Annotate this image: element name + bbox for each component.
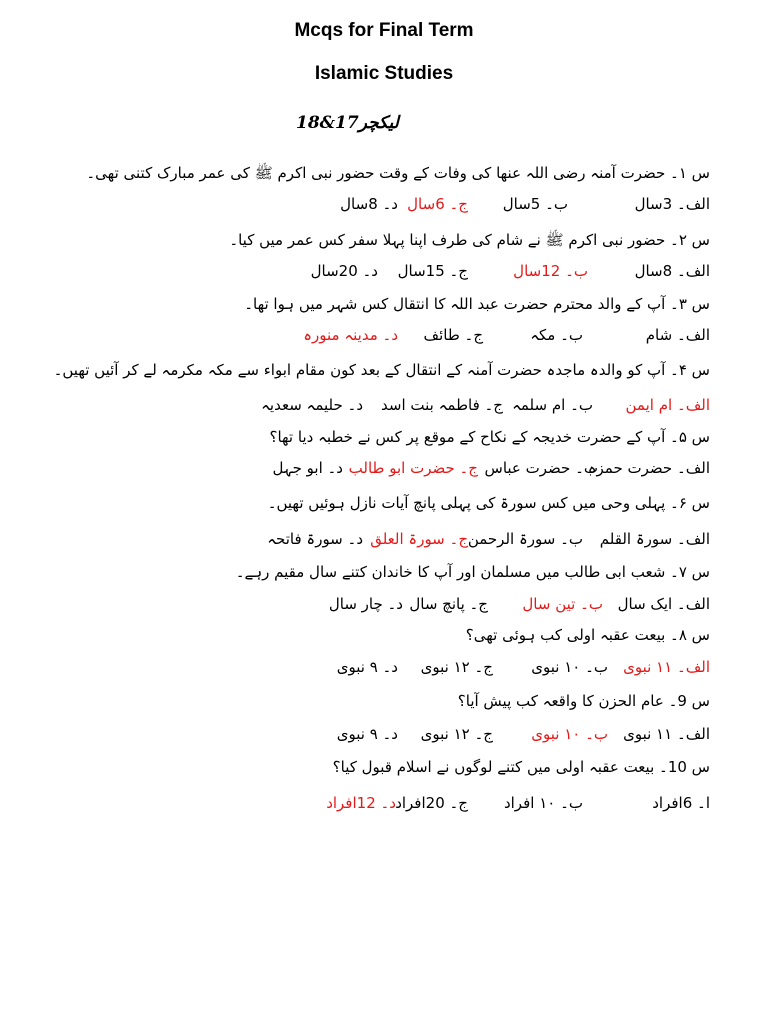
question-6: س ۶۔ پہلی وحی میں کس سورۃ کی پہلی پانچ آیات نازل ہوئیں تھیں۔ [267, 494, 710, 512]
q10-option-b: ب۔ ۱۰ افراد [503, 794, 583, 812]
question-2: س ۲۔ حضور نبی اکرم ﷺ نے شام کی طرف اپنا پہلا سفر کس عمر میں کیا۔ [229, 231, 710, 249]
q1-option-c: ج۔ 6سال [407, 195, 468, 213]
q6-option-d: د۔ سورۃ فاتحہ [267, 530, 363, 548]
document-subtitle: Islamic Studies [314, 63, 454, 84]
q3-option-d: د۔ مدینہ منورہ [303, 326, 398, 344]
q7-option-b: ب۔ تین سال [522, 595, 603, 613]
q1-option-a: الف۔ 3سال [634, 195, 710, 213]
question-7: س ۷۔ شعب ابی طالب میں مسلمان اور آپ کا خاندان کتنے سال مقیم رہے۔ [235, 563, 710, 581]
q8-option-d: د۔ ۹ نبوی [336, 658, 398, 676]
question-5: س ۵۔ آپ کے حضرت خدیجہ کے نکاح کے موقع پر کس نے خطبہ دیا تھا؟ [269, 428, 710, 446]
q5-option-c: ج۔ حضرت ابو طالب [348, 459, 478, 477]
q4-option-c: ج۔ فاطمہ بنت اسد [381, 396, 503, 414]
q7-option-c: ج۔ پانچ سال [409, 595, 488, 613]
q7-option-d: د۔ چار سال [328, 595, 403, 613]
q5-option-a: الف۔ حضرت حمزہ [587, 459, 710, 477]
q10-option-d: د۔ 12افراد [326, 794, 396, 812]
lecture-label: لیکچر17&18 [296, 113, 399, 133]
q4-option-d: د۔ حلیمہ سعدیہ [261, 396, 363, 414]
q9-option-a: الف۔ ۱۱ نبوی [623, 725, 710, 743]
q3-option-a: الف۔ شام [645, 326, 710, 344]
q7-option-a: الف۔ ایک سال [617, 595, 710, 613]
q2-option-d: د۔ 20سال [310, 262, 378, 280]
q4-option-b: ب۔ ام سلمہ [512, 396, 593, 414]
q5-option-d: د۔ ابو جہل [272, 459, 343, 477]
q6-option-b: ب۔ سورۃ الرحمن [467, 530, 583, 548]
q1-option-b: ب۔ 5سال [502, 195, 568, 213]
question-8: س ۸۔ بیعت عقبہ اولی کب ہوئی تھی؟ [465, 626, 710, 644]
document-title: Mcqs for Final Term [294, 20, 474, 41]
q9-option-c: ج۔ ۱۲ نبوی [420, 725, 493, 743]
question-10: س 10۔ بیعت عقبہ اولی میں کتنے لوگوں نے اسلام قبول کیا؟ [332, 758, 710, 776]
question-3: س ۳۔ آپ کے والد محترم حضرت عبد اللہ کا انتقال کس شہر میں ہوا تھا۔ [244, 295, 710, 313]
q9-option-b: ب۔ ۱۰ نبوی [531, 725, 608, 743]
q10-option-c: ج۔ 20افراد [395, 794, 468, 812]
q3-option-b: ب۔ مکہ [530, 326, 583, 344]
q6-option-a: الف۔ سورۃ القلم [599, 530, 710, 548]
q5-option-b: ب۔ حضرت عباس [484, 459, 598, 477]
question-4: س ۴۔ آپ کو والدہ ماجدہ حضرت آمنہ کے انتقال کے بعد کون مقام ابواء سے مکہ مکرمہ لے کر آئیں تھیں۔ [53, 361, 710, 379]
q10-option-a: ا۔ 6افراد [652, 794, 710, 812]
q2-option-c: ج۔ 15سال [397, 262, 468, 280]
q6-option-c: ج۔ سورۃ العلق [370, 530, 468, 548]
q9-option-d: د۔ ۹ نبوی [336, 725, 398, 743]
q2-option-a: الف۔ 8سال [634, 262, 710, 280]
q8-option-a: الف۔ ۱۱ نبوی [623, 658, 710, 676]
question-9: س 9۔ عام الحزن کا واقعہ کب پیش آیا؟ [457, 692, 710, 710]
q8-option-b: ب۔ ۱۰ نبوی [531, 658, 608, 676]
q8-option-c: ج۔ ۱۲ نبوی [420, 658, 493, 676]
q2-option-b: ب۔ 12سال [513, 262, 588, 280]
q3-option-c: ج۔ طائف [423, 326, 483, 344]
q4-option-a: الف۔ ام ایمن [625, 396, 710, 414]
question-1: س ۱۔ حضرت آمنہ رضی اللہ عنھا کی وفات کے وقت حضور نبی اکرم ﷺ کی عمر مبارک کتنی تھی۔ [86, 164, 710, 182]
q1-option-d: د۔ 8سال [340, 195, 398, 213]
